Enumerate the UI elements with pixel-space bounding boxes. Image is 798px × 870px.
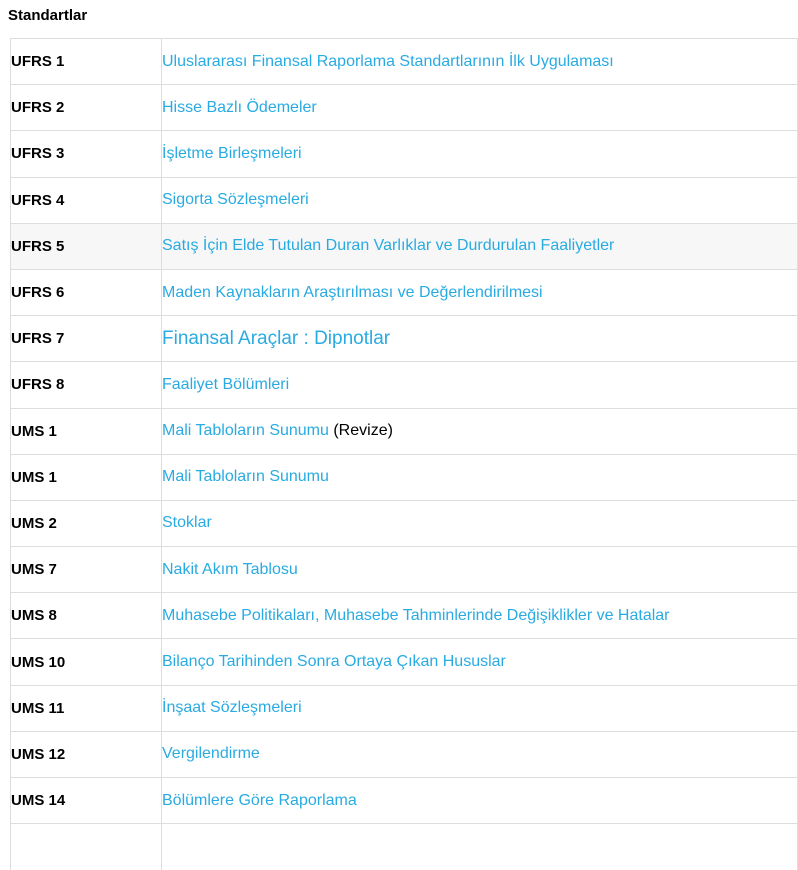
table-row <box>11 269 798 315</box>
standard-suffix: (Revize) <box>328 422 393 440</box>
table-row <box>11 685 798 731</box>
standard-code: UMS 1 <box>11 454 162 500</box>
table-row <box>11 131 798 177</box>
standard-link[interactable]: Nakit Akım Tablosu <box>162 560 298 578</box>
table-row <box>11 223 798 269</box>
standard-code: UMS 12 <box>11 731 162 777</box>
table-row <box>11 778 798 824</box>
standard-code: UMS 14 <box>11 778 162 824</box>
table-row-partial <box>11 824 798 870</box>
standard-title-cell <box>162 177 798 223</box>
table-row <box>11 85 798 131</box>
standard-code: UFRS 4 <box>11 177 162 223</box>
standard-code: UFRS 3 <box>11 131 162 177</box>
standard-link[interactable]: Vergilendirme <box>162 745 260 763</box>
standard-link[interactable]: Mali Tabloların Sunumu <box>162 422 329 440</box>
standard-code: UFRS 6 <box>11 269 162 315</box>
table-row <box>11 408 798 454</box>
standard-title-cell <box>162 778 798 824</box>
standard-title-cell <box>162 223 798 269</box>
standard-link[interactable]: İşletme Birleşmeleri <box>162 144 302 162</box>
standard-link[interactable]: Faaliyet Bölümleri <box>162 375 290 393</box>
table-row <box>11 177 798 223</box>
standard-link[interactable]: Bilanço Tarihinden Sonra Ortaya Çıkan Hususlar <box>162 653 506 671</box>
standard-title-cell <box>162 362 798 408</box>
standard-link[interactable]: Mali Tabloların Sunumu <box>162 468 329 486</box>
standard-link[interactable]: Maden Kaynakların Araştırılması ve Değerlendirilmesi <box>162 283 543 301</box>
standard-link[interactable]: Uluslararası Finansal Raporlama Standartlarının İlk Uygulaması <box>162 52 614 70</box>
standard-code: UFRS 1 <box>11 39 162 85</box>
standard-code: UMS 1 <box>11 408 162 454</box>
standards-table <box>10 38 798 870</box>
standard-title-cell <box>162 593 798 639</box>
standard-code: UFRS 7 <box>11 316 162 362</box>
standard-title-cell <box>162 131 798 177</box>
table-row <box>11 731 798 777</box>
standard-code: UFRS 8 <box>11 362 162 408</box>
standard-code: UMS 10 <box>11 639 162 685</box>
standard-link[interactable]: İnşaat Sözleşmeleri <box>162 699 302 717</box>
table-row <box>11 639 798 685</box>
standard-link[interactable]: Bölümlere Göre Raporlama <box>162 791 357 809</box>
standard-code: UFRS 2 <box>11 85 162 131</box>
table-row <box>11 593 798 639</box>
standard-link[interactable]: Hisse Bazlı Ödemeler <box>162 98 317 116</box>
standard-title-cell <box>162 547 798 593</box>
standard-code: UMS 8 <box>11 593 162 639</box>
standard-code: UMS 7 <box>11 547 162 593</box>
standard-link[interactable]: Stoklar <box>162 514 212 532</box>
standard-code: UMS 11 <box>11 685 162 731</box>
standard-title-cell <box>162 731 798 777</box>
standards-table-body <box>11 39 798 870</box>
standard-title-cell <box>162 685 798 731</box>
table-row <box>11 362 798 408</box>
table-row <box>11 454 798 500</box>
standard-title-cell <box>162 824 798 870</box>
standard-link[interactable]: Sigorta Sözleşmeleri <box>162 191 309 209</box>
standard-code: UFRS 5 <box>11 223 162 269</box>
standard-title-cell <box>162 85 798 131</box>
standard-code <box>11 824 162 870</box>
standard-title-cell <box>162 316 798 362</box>
table-row <box>11 39 798 85</box>
standard-title-cell <box>162 39 798 85</box>
table-row <box>11 316 798 362</box>
standard-link[interactable]: Muhasebe Politikaları, Muhasebe Tahminlerinde Değişiklikler ve Hatalar <box>162 606 670 624</box>
table-row <box>11 547 798 593</box>
standard-link[interactable]: Satış İçin Elde Tutulan Duran Varlıklar ve Durdurulan Faaliyetler <box>162 237 615 255</box>
standard-link[interactable]: Finansal Araçlar : Dipnotlar <box>162 327 391 349</box>
standard-code: UMS 2 <box>11 500 162 546</box>
page-title: Standartlar <box>8 7 88 24</box>
standard-title-cell <box>162 408 798 454</box>
table-row <box>11 500 798 546</box>
standard-title-cell <box>162 500 798 546</box>
standard-title-cell <box>162 639 798 685</box>
standard-title-cell <box>162 454 798 500</box>
standard-title-cell <box>162 269 798 315</box>
